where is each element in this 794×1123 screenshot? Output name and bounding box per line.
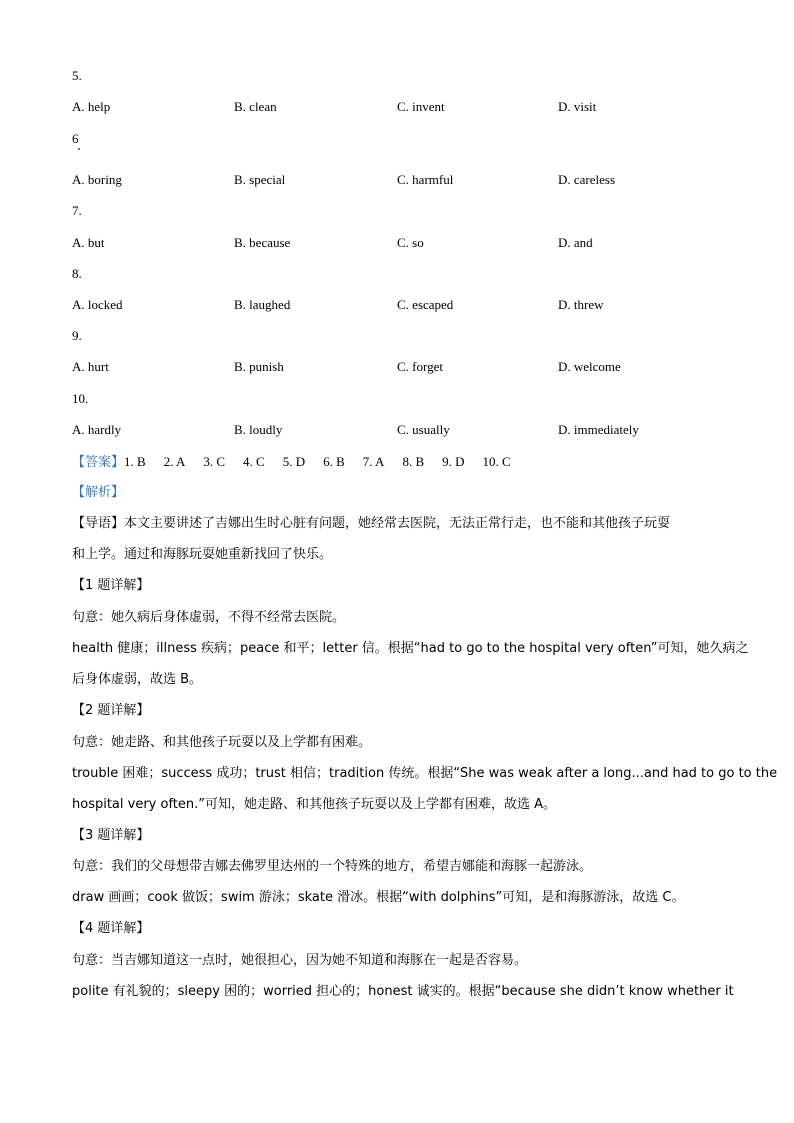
option-a: A. but	[72, 235, 105, 250]
detail-title: 【1 题详解】	[72, 578, 150, 593]
option-a: A. hardly	[72, 422, 122, 437]
detail-explanation: polite 有礼貌的；sleepy 困的；worried 担心的；honest 诚实的。根据“because she didn’t know whether it	[72, 984, 734, 999]
question-number: 5.	[72, 68, 82, 83]
answer-item: 5. D	[282, 454, 306, 469]
option-b: B. punish	[234, 359, 284, 374]
option-d: D. immediately	[558, 422, 639, 437]
guide-line: 和上学。通过和海豚玩耍她重新找回了快乐。	[72, 547, 333, 562]
answer-line	[72, 453, 529, 472]
detail-title: 【2 题详解】	[72, 703, 150, 718]
answer-label: 【答案】	[72, 455, 125, 470]
option-d: D. visit	[558, 99, 597, 114]
option-c: C. forget	[397, 359, 443, 374]
option-a: A. help	[72, 99, 111, 114]
option-c: C. invent	[397, 99, 445, 114]
answer-item: 2. A	[163, 454, 186, 469]
option-a: A. hurt	[72, 359, 109, 374]
detail-meaning: 句意：她久病后身体虚弱，不得不经常去医院。	[72, 610, 346, 625]
detail-explanation: hospital very often.”可知，她走路、和其他孩子玩耍以及上学都有困难，故选 A。	[72, 797, 557, 812]
option-a: A. locked	[72, 297, 123, 312]
detail-title: 【4 题详解】	[72, 921, 150, 936]
option-c: C. so	[397, 235, 424, 250]
option-b: B. loudly	[234, 422, 283, 437]
option-d: D. careless	[558, 172, 616, 187]
question-options	[0, 296, 794, 314]
question-number: 7.	[72, 203, 82, 218]
option-b: B. clean	[234, 99, 277, 114]
question-options	[0, 421, 794, 439]
detail-title: 【3 题详解】	[72, 828, 150, 843]
option-c: C. escaped	[397, 297, 454, 312]
question-number: 6	[72, 131, 79, 146]
detail-meaning: 句意：当吉娜知道这一点时，她很担心，因为她不知道和海豚在一起是否容易。	[72, 953, 528, 968]
question-options	[0, 98, 794, 116]
option-c: C. usually	[397, 422, 450, 437]
answer-item: 4. C	[243, 454, 265, 469]
detail-meaning: 句意：她走路、和其他孩子玩耍以及上学都有困难。	[72, 735, 372, 750]
analysis-label: 【解析】	[72, 485, 125, 500]
question-options	[0, 171, 794, 189]
option-d: D. threw	[558, 297, 604, 312]
question-number: 9.	[72, 328, 82, 343]
answer-item: 9. D	[442, 454, 465, 469]
answer-item: 1. B	[124, 454, 146, 469]
detail-meaning: 句意：我们的父母想带吉娜去佛罗里达州的一个特殊的地方，希望吉娜能和海豚一起游泳。	[72, 859, 593, 874]
option-d: D. welcome	[558, 359, 621, 374]
detail-explanation: trouble 困难；success 成功；trust 相信；tradition 传统。根据“She was weak after a long...and had to go to the	[72, 766, 778, 781]
guide-line: 【导语】本文主要讲述了吉娜出生时心脏有问题，她经常去医院，无法正常行走，也不能和其他孩子玩耍	[72, 516, 671, 531]
option-d: D. and	[558, 235, 593, 250]
answer-item: 6. B	[323, 454, 345, 469]
question-options	[0, 358, 794, 376]
answer-item: 7. A	[362, 454, 385, 469]
stray-dot	[78, 148, 80, 150]
answer-item: 10. C	[482, 454, 511, 469]
answer-item: 8. B	[402, 454, 425, 469]
option-c: C. harmful	[397, 172, 454, 187]
option-b: B. special	[234, 172, 286, 187]
question-number: 10.	[72, 391, 89, 406]
question-options	[0, 234, 794, 252]
question-number: 8.	[72, 266, 82, 281]
option-b: B. because	[234, 235, 291, 250]
detail-explanation: 后身体虚弱，故选 B。	[72, 672, 203, 687]
detail-explanation: draw 画画；cook 做饭；swim 游泳；skate 滑冰。根据“with dolphins”可知，是和海豚游泳，故选 C。	[72, 890, 685, 905]
detail-explanation: health 健康；illness 疾病；peace 和平；letter 信。根据“had to go to the hospital very often”可知，她久病之	[72, 641, 749, 656]
answer-item: 3. C	[203, 454, 226, 469]
option-a: A. boring	[72, 172, 122, 187]
option-b: B. laughed	[234, 297, 291, 312]
